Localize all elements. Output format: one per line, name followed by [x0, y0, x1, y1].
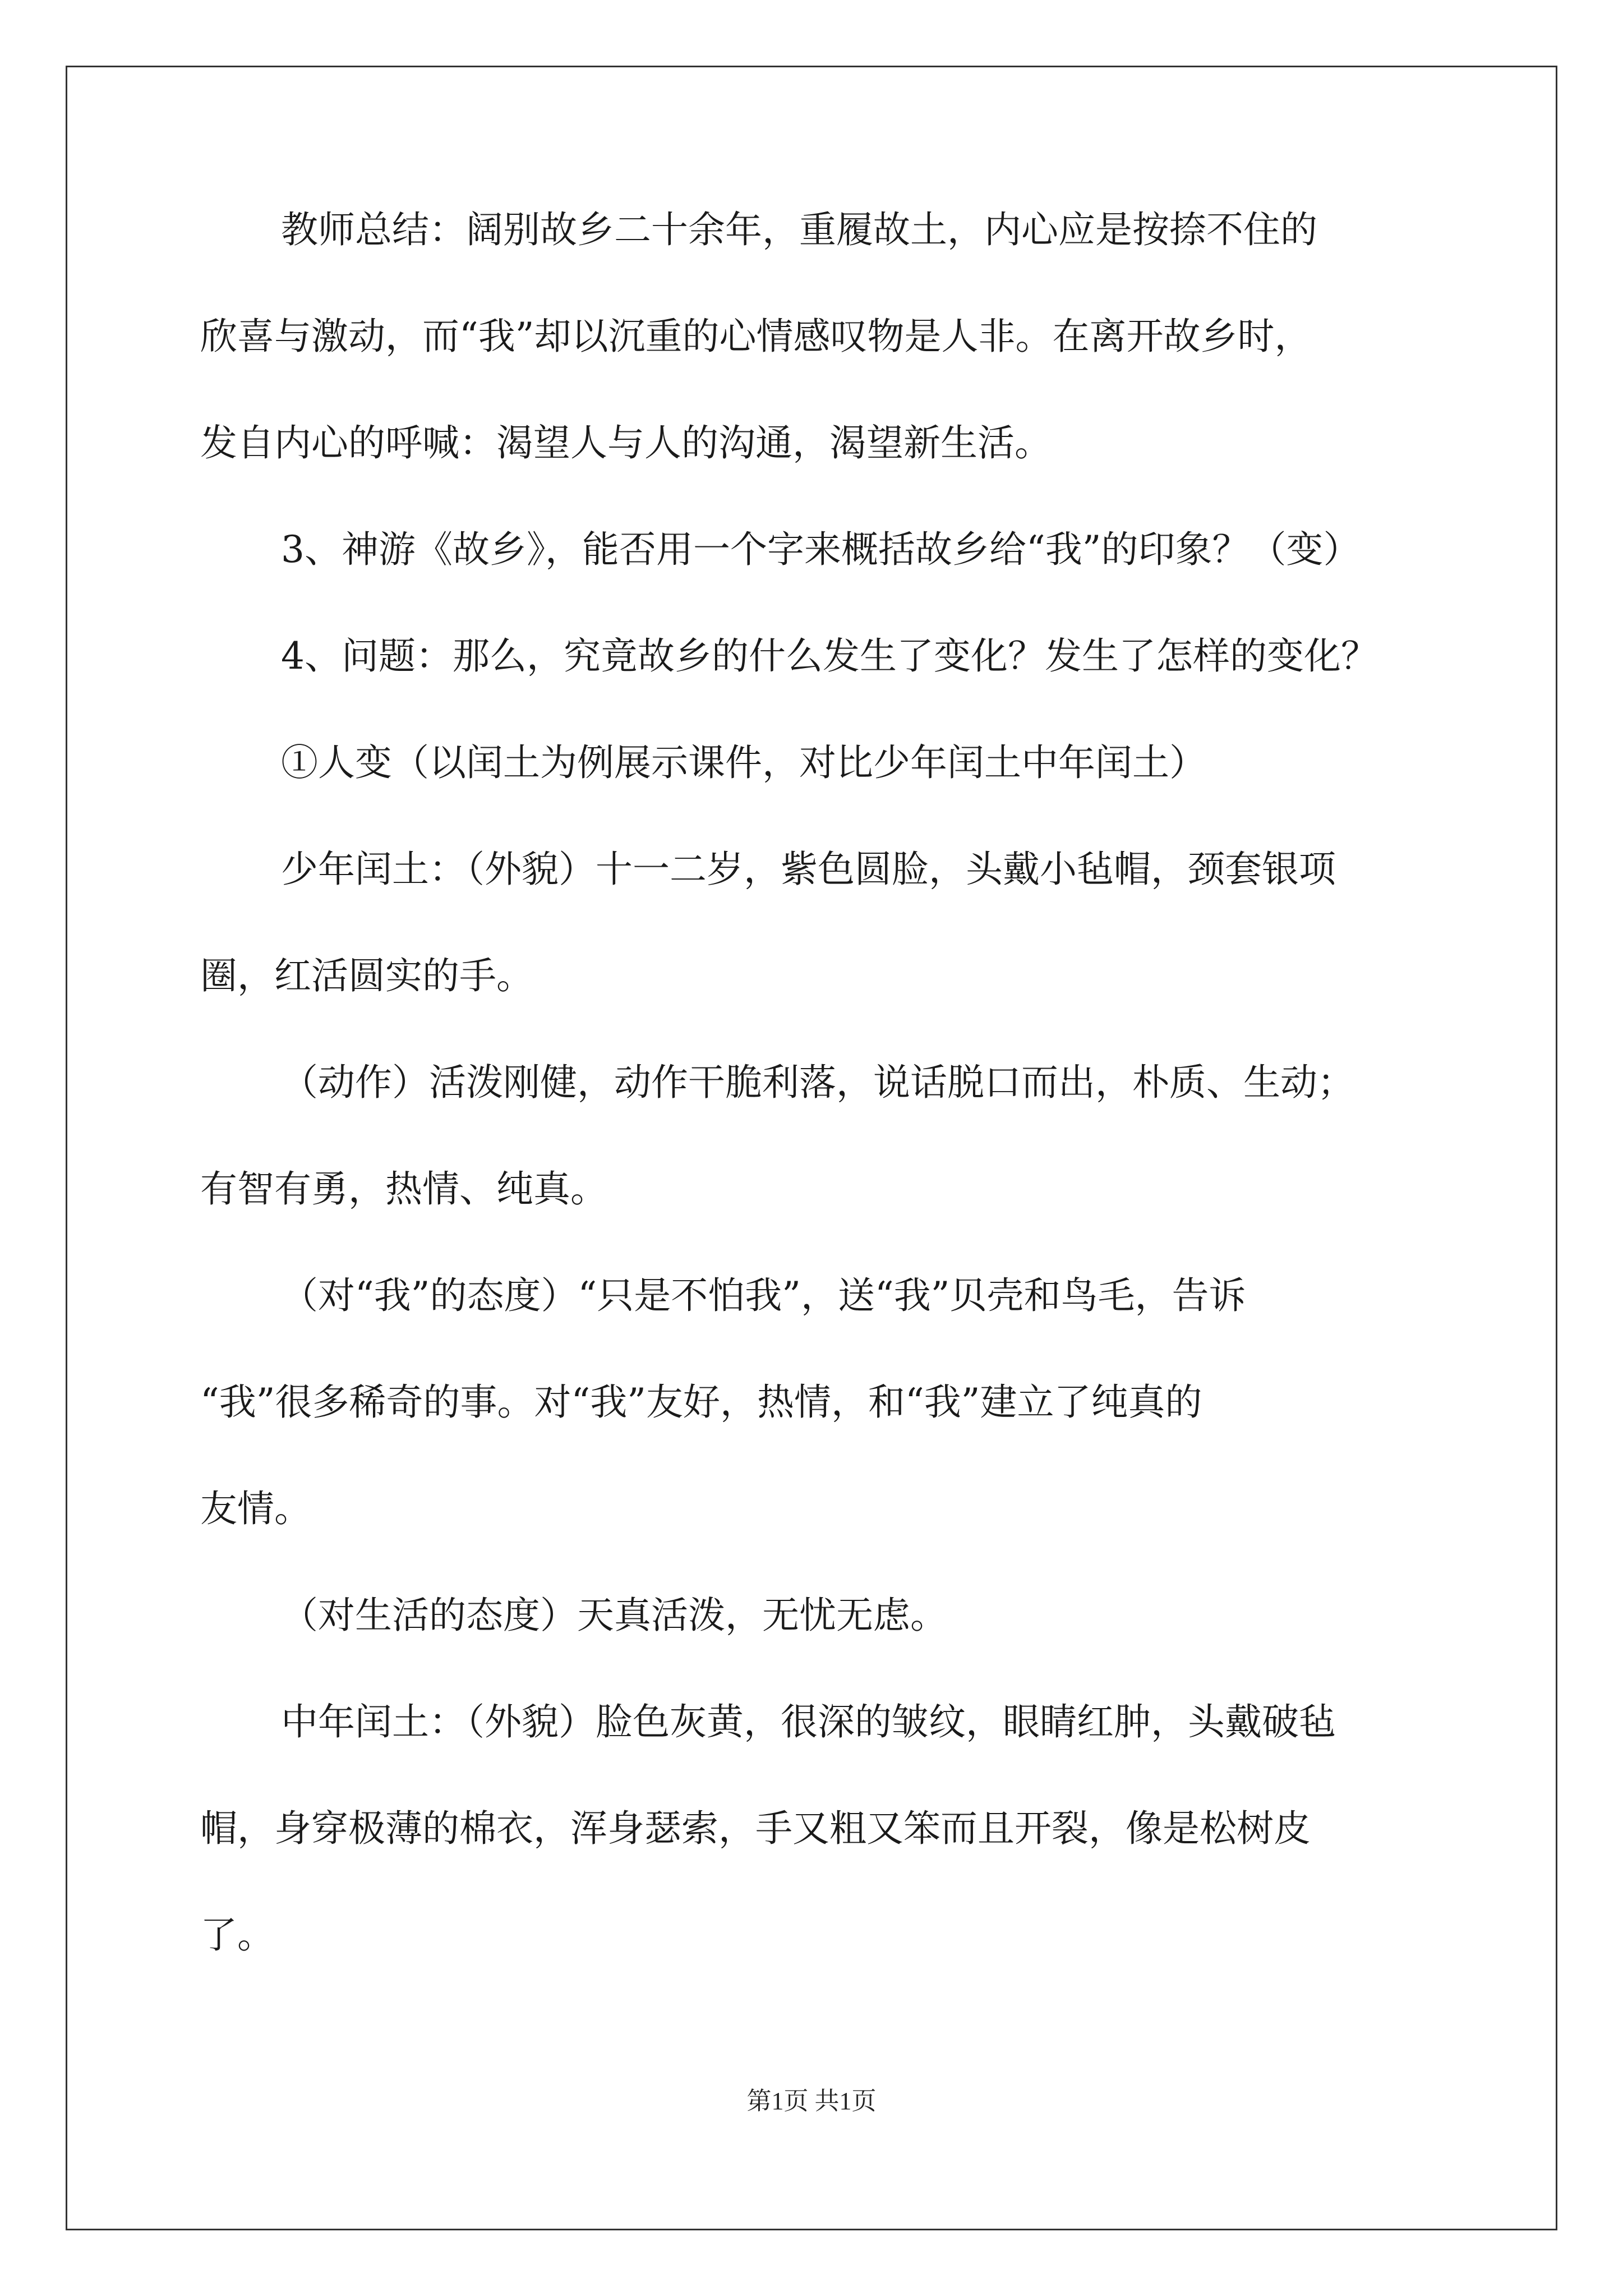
page-number: 第1页 共1页	[746, 2087, 877, 2115]
text-line: 了。	[200, 1913, 274, 1957]
page-border	[66, 66, 1557, 2230]
text-line: “我”很多稀奇的事。对“我”友好，热情，和“我”建立了纯真的	[200, 1381, 1202, 1424]
text-line: 3、神游《故乡》，能否用一个字来概括故乡给“我”的印象？（变）	[281, 528, 1361, 571]
text-line: 帽，身穿极薄的棉衣，浑身瑟索，手又粗又笨而且开裂，像是松树皮	[200, 1807, 1311, 1850]
text-line: 教师总结：阔别故乡二十余年，重履故土，内心应是按捺不住的	[281, 208, 1317, 251]
text-line: 欣喜与激动，而“我”却以沉重的心情感叹物是人非。在离开故乡时，	[200, 315, 1312, 358]
text-line: 中年闰土：（外貌）脸色灰黄，很深的皱纹，眼睛红肿，头戴破毡	[281, 1700, 1336, 1743]
text-line: 4、问题：那么，究竟故乡的什么发生了变化？发生了怎样的变化？	[281, 634, 1378, 678]
text-line: 圈，红活圆实的手。	[200, 954, 533, 997]
text-line: 少年闰土：（外貌）十一二岁，紫色圆脸，头戴小毡帽，颈套银项	[281, 848, 1336, 891]
text-line: （对“我”的态度）“只是不怕我”，送“我”贝壳和鸟毛，告诉	[281, 1274, 1246, 1317]
text-line: （动作）活泼刚健，动作干脆利落，说话脱口而出，朴质、生动；	[281, 1061, 1354, 1104]
text-line: 发自内心的呼喊：渴望人与人的沟通，渴望新生活。	[200, 421, 1052, 464]
text-line: （对生活的态度）天真活泼，无忧无虑。	[281, 1594, 947, 1637]
text-line: 有智有勇，热情、纯真。	[200, 1167, 607, 1211]
text-line: 友情。	[200, 1487, 311, 1530]
text-line: ①人变（以闰土为例展示课件，对比少年闰土中年闰土）	[281, 741, 1206, 784]
